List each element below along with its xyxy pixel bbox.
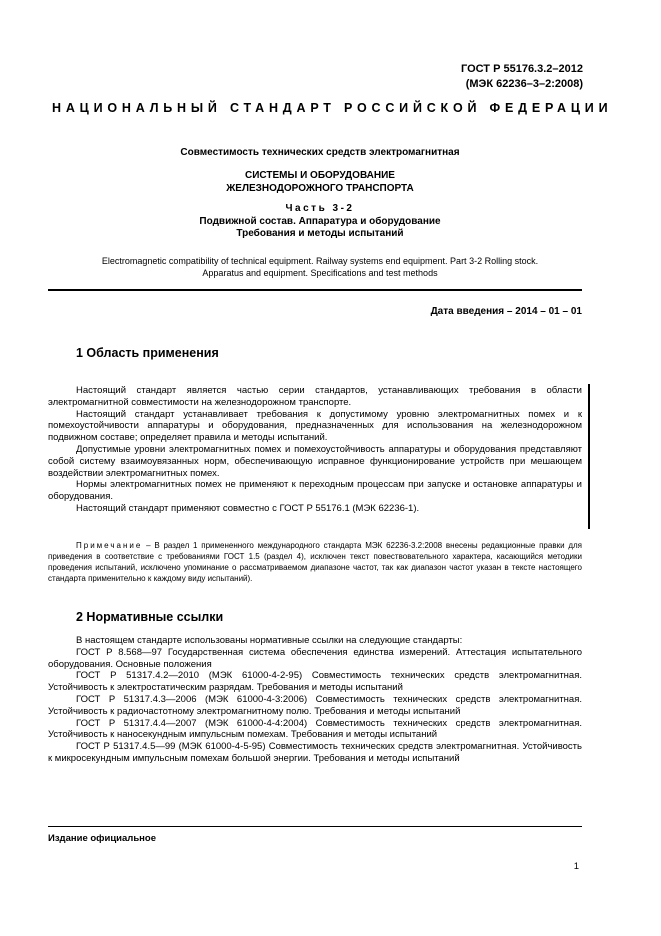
page-number: 1 bbox=[573, 861, 579, 872]
section-1-heading: 1 Область применения bbox=[76, 346, 219, 360]
footer-divider bbox=[48, 826, 582, 827]
title-part: Часть 3-2 bbox=[285, 203, 355, 214]
english-title-line-1: Electromagnetic compatibility of technical equipment. Railway systems end equipment. Part 3-2 Rolling stock. bbox=[101, 256, 539, 266]
title-line-2: СИСТЕМЫ И ОБОРУДОВАНИЕ bbox=[245, 170, 395, 181]
title-line-1: Совместимость технических средств электромагнитная bbox=[180, 147, 460, 158]
title-line-5: Требования и методы испытаний bbox=[236, 228, 404, 239]
title-line-3: ЖЕЛЕЗНОДОРОЖНОГО ТРАНСПОРТА bbox=[226, 182, 414, 194]
section-2-heading: 2 Нормативные ссылки bbox=[76, 610, 224, 624]
change-bar bbox=[588, 384, 590, 529]
paragraph: Настоящий стандарт является частью серии стандартов, устанавливающих требования в области электромагнитной совместимости на железнодорожном транспорте. bbox=[48, 385, 582, 408]
national-standard-heading: НАЦИОНАЛЬНЫЙ СТАНДАРТ РОССИЙСКОЙ ФЕДЕРАЦИИ bbox=[52, 101, 613, 115]
english-title bbox=[40, 255, 600, 279]
section-2-body bbox=[48, 635, 582, 765]
introduction-date: Дата введения – 2014 – 01 – 01 bbox=[430, 306, 582, 317]
standard-number: ГОСТ Р 55176.3.2–2012 bbox=[460, 63, 583, 75]
paragraph: Настоящий стандарт применяют совместно с ГОСТ Р 55176.1 (МЭК 62236-1). bbox=[76, 502, 420, 514]
section-1-note bbox=[48, 540, 582, 584]
note-label: Примечание bbox=[76, 541, 143, 550]
reference-item: ГОСТ Р 8.568—97 Государственная система обеспечения единства измерений. Аттестация испытательного оборудования. Основные положения bbox=[48, 646, 582, 670]
title-part-block bbox=[40, 203, 600, 241]
reference-item: ГОСТ Р 51317.4.2—2010 (МЭК 61000-4-2-95) Совместимость технических средств электромагнитная. Устойчивость к электростатическим разрядам. Требования и методы испытаний bbox=[48, 670, 582, 694]
title-main bbox=[40, 170, 600, 195]
note-text: – В раздел 1 примененного международного стандарта МЭК 62236-3.2:2008 внесены редакционные правки для приведения в соответствие с требованиями ГОСТ 1.5 (раздел 4), исключен текст повествовательного характера, касающийся методики проведения испытаний, исключено упоминание о рассматриваемом диапазоне частот, так как диапазон частот указан в тексте настоящего стандарта применительно к каждому виду испытаний). bbox=[48, 541, 582, 583]
paragraph: Настоящий стандарт устанавливает требования к допустимому уровню электромагнитных помех и к помехоустойчивости аппаратуры и оборудования, предназначенных для использования на железнодорожном подвижном составе; определяет правила и методы испытаний. bbox=[48, 408, 582, 444]
paragraph: В настоящем стандарте использованы нормативные ссылки на следующие стандарты: bbox=[76, 635, 463, 646]
reference-item: ГОСТ Р 51317.4.5—99 (МЭК 61000-4-5-95) Совместимость технических средств электромагнитная. Устойчивость к микросекундным импульсным помехам большой энергии. Требования и методы испытаний bbox=[48, 741, 582, 764]
english-title-line-2: Apparatus and equipment. Specifications and test methods bbox=[202, 268, 438, 278]
standard-identifier bbox=[461, 62, 583, 92]
reference-item: ГОСТ Р 51317.4.4—2007 (МЭК 61000-4-4:2004) Совместимость технических средств электромагнитная. Устойчивость к наносекундным импульсным помехам. Требования и методы испытаний bbox=[48, 717, 582, 741]
section-1-body bbox=[48, 385, 582, 515]
title-line-4: Подвижной состав. Аппаратура и оборудование bbox=[199, 215, 441, 227]
header-divider bbox=[48, 289, 582, 291]
reference-item: ГОСТ Р 51317.4.3—2006 (МЭК 61000-4-3:2006) Совместимость технических средств электромагнитная. Устойчивость к радиочастотному электромагнитному полю. Требования и методы испытаний bbox=[48, 693, 582, 717]
paragraph: Нормы электромагнитных помех не применяют к переходным процессам при запуске и остановке аппаратуры и оборудования. bbox=[48, 479, 582, 503]
edition-label: Издание официальное bbox=[48, 833, 156, 844]
iec-number: (МЭК 62236–3–2:2008) bbox=[465, 78, 583, 90]
paragraph: Допустимые уровни электромагнитных помех и помехоустойчивость аппаратуры и оборудования представляют собой систему взаимоувязанных норм, обеспечивающую исправное функционирование устройств при мешающем воздействии электромагнитных помех. bbox=[48, 443, 582, 479]
